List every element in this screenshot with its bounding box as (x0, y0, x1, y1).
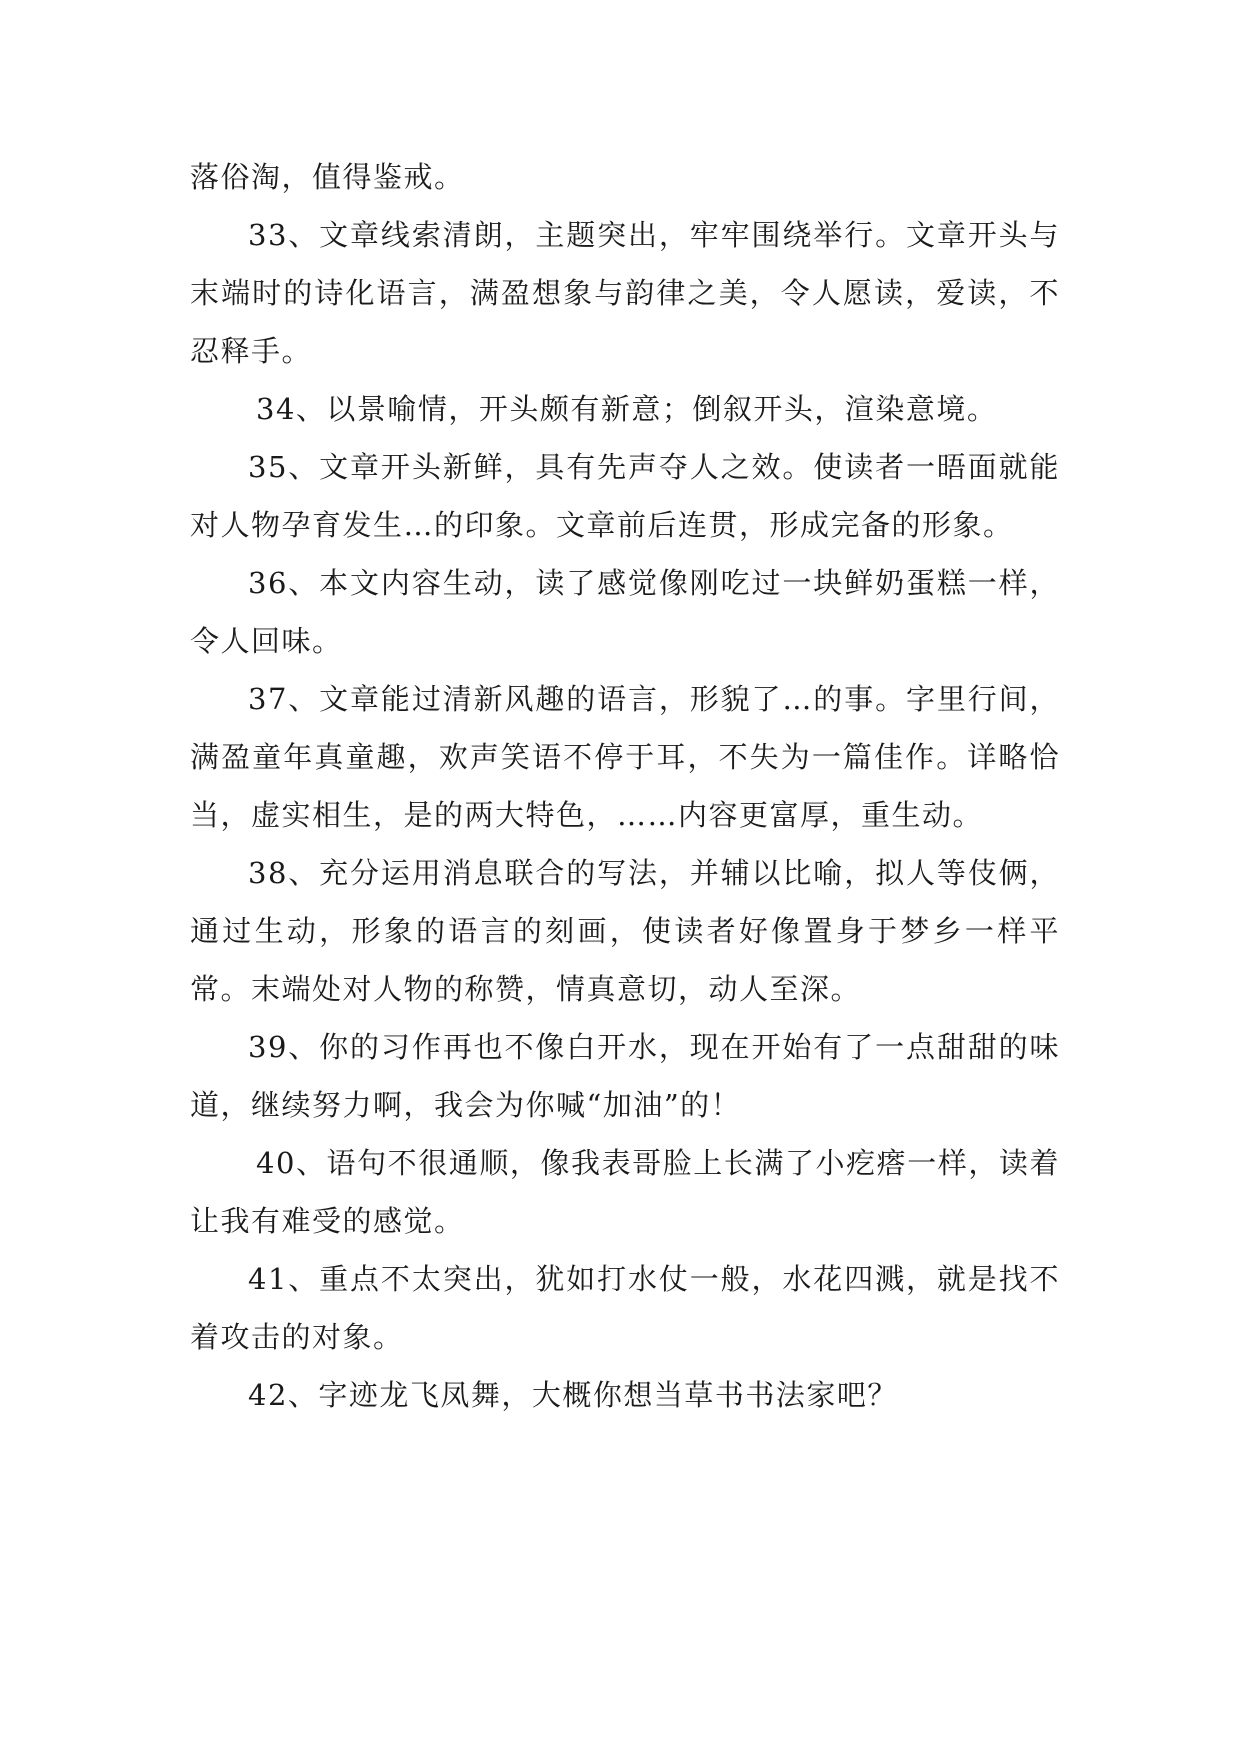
paragraph-40: 40、语句不很通顺，像我表哥脸上长满了小疙瘩一样，读着让我有难受的感觉。 (190, 1146, 1060, 1238)
paragraph-33: 33、文章线索清朗，主题突出，牢牢围绕举行。文章开头与末端时的诗化语言，满盈想象与韵律之美，令人愿读，爱读，不忍释手。 (190, 218, 1060, 368)
paragraph-42: 42、字迹龙飞凤舞，大概你想当草书书法家吧？ (248, 1378, 898, 1412)
paragraph-continuation: 落俗淘，值得鉴戒。 (190, 160, 465, 194)
paragraph-38: 38、充分运用消息联合的写法，并辅以比喻，拟人等伎俩，通过生动，形象的语言的刻画，使读者好像置身于梦乡一样平常。末端处对人物的称赞，情真意切，动人至深。 (190, 856, 1060, 1006)
document-body (190, 148, 1060, 1424)
paragraph-35: 35、文章开头新鲜，具有先声夺人之效。使读者一晤面就能对人物孕育发生…的印象。文章前后连贯，形成完备的形象。 (190, 450, 1060, 542)
paragraph-41: 41、重点不太突出，犹如打水仗一般，水花四溅，就是找不着攻击的对象。 (190, 1262, 1060, 1354)
paragraph-39: 39、你的习作再也不像白开水，现在开始有了一点甜甜的味道，继续努力啊，我会为你喊“加油”的！ (190, 1030, 1060, 1122)
paragraph-37: 37、文章能过清新风趣的语言，形貌了…的事。字里行间，满盈童年真童趣，欢声笑语不停于耳，不失为一篇佳作。详略恰当，虚实相生，是的两大特色，……内容更富厚，重生动。 (190, 682, 1060, 832)
paragraph-36: 36、本文内容生动，读了感觉像刚吃过一块鲜奶蛋糕一样，令人回味。 (190, 566, 1060, 658)
paragraph-34: 34、以景喻情，开头颇有新意；倒叙开头，渲染意境。 (256, 392, 998, 426)
